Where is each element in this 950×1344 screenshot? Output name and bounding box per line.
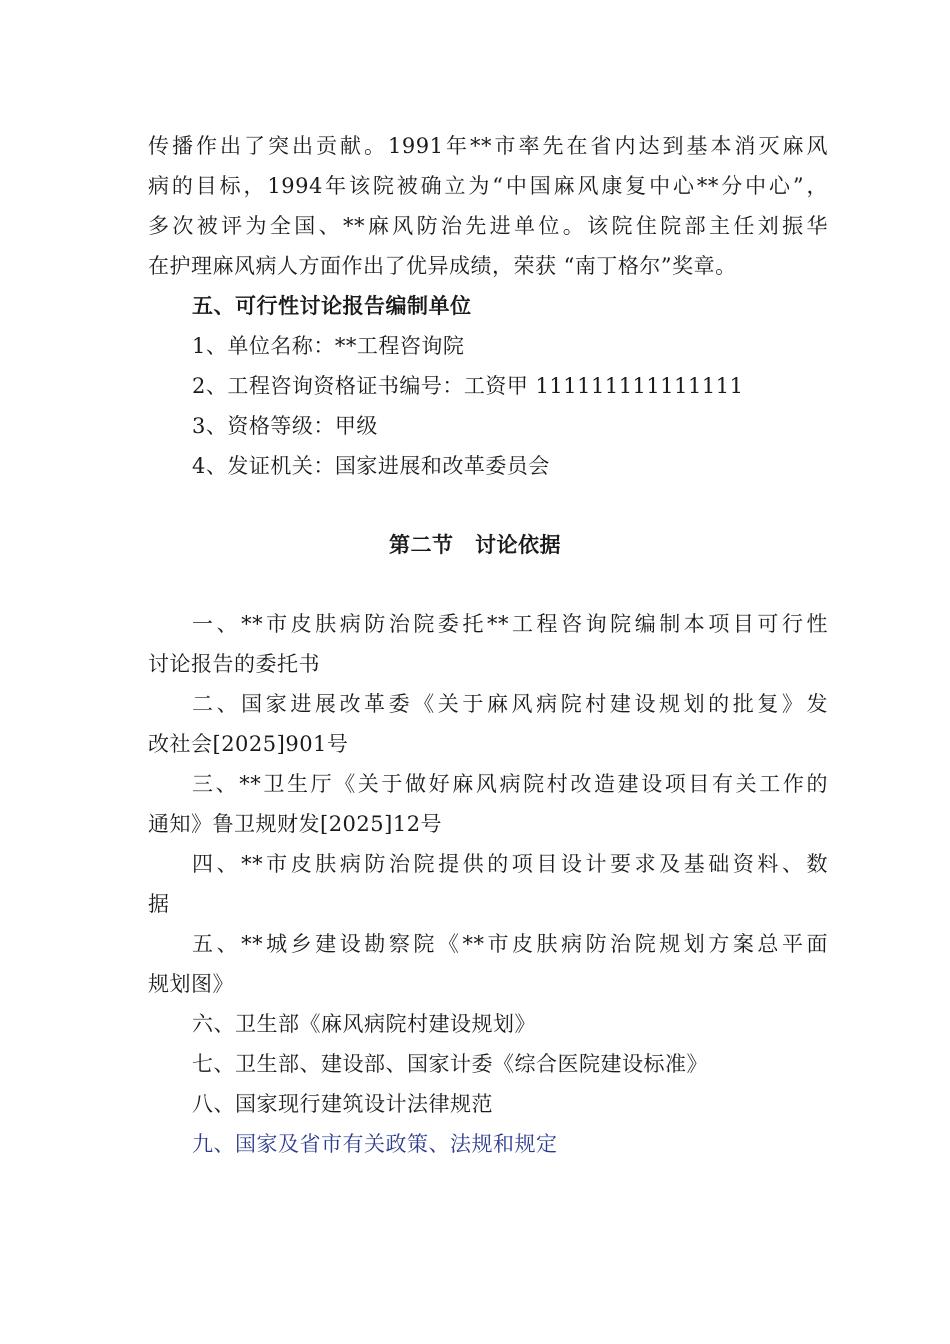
intro-line-4: 在护理麻风病人方面作出了优异成绩，荣获 “南丁格尔”奖章。 [148,254,737,278]
intro-line-1: 传播作出了突出贡献。1991年**市率先在省内达到基本消灭麻风 [148,134,828,158]
basis-item-3-line-1: 三、**卫生厅《关于做好麻风病院村改造建设项目有关工作的 [192,772,828,796]
section-title: 第二节 讨论依据 [389,532,561,557]
basis-item-1-line-2: 讨论报告的委托书 [148,652,320,676]
section5-item-4: 4、发证机关：国家进展和改革委员会 [192,454,550,478]
basis-item-6: 六、卫生部《麻风病院村建设规划》 [192,1012,536,1036]
intro-line-3: 多次被评为全国、**麻风防治先进单位。该院住院部主任刘振华 [148,214,828,238]
basis-item-4-line-1: 四、**市皮肤病防治院提供的项目设计要求及基础资料、数 [192,852,828,876]
section5-heading: 五、可行性讨论报告编制单位 [192,293,472,318]
basis-item-9: 九、国家及省市有关政策、法规和规定 [192,1132,558,1156]
basis-item-2-line-1: 二、国家进展改革委《关于麻风病院村建设规划的批复》发 [192,692,828,716]
intro-line-2: 病的目标，1994年该院被确立为“中国麻风康复中心**分中心”， [148,174,828,198]
basis-item-5-line-1: 五、**城乡建设勘察院《**市皮肤病防治院规划方案总平面 [192,932,828,956]
basis-item-8: 八、国家现行建筑设计法律规范 [192,1092,493,1116]
section5-item-1: 1、单位名称：**工程咨询院 [192,334,465,358]
basis-item-5-line-2: 规划图》 [148,972,234,996]
basis-item-2-line-2: 改社会[2025]901号 [148,732,349,756]
basis-item-4-line-2: 据 [148,892,170,916]
basis-item-1-line-1: 一、**市皮肤病防治院委托**工程咨询院编制本项目可行性 [192,612,828,636]
section5-item-3: 3、资格等级：甲级 [192,414,378,438]
basis-item-7: 七、卫生部、建设部、国家计委《综合医院建设标准》 [192,1052,708,1076]
basis-item-3-line-2: 通知》鲁卫规财发[2025]12号 [148,812,443,836]
section5-item-2: 2、工程咨询资格证书编号：工资甲 111111111111111 [192,374,744,398]
